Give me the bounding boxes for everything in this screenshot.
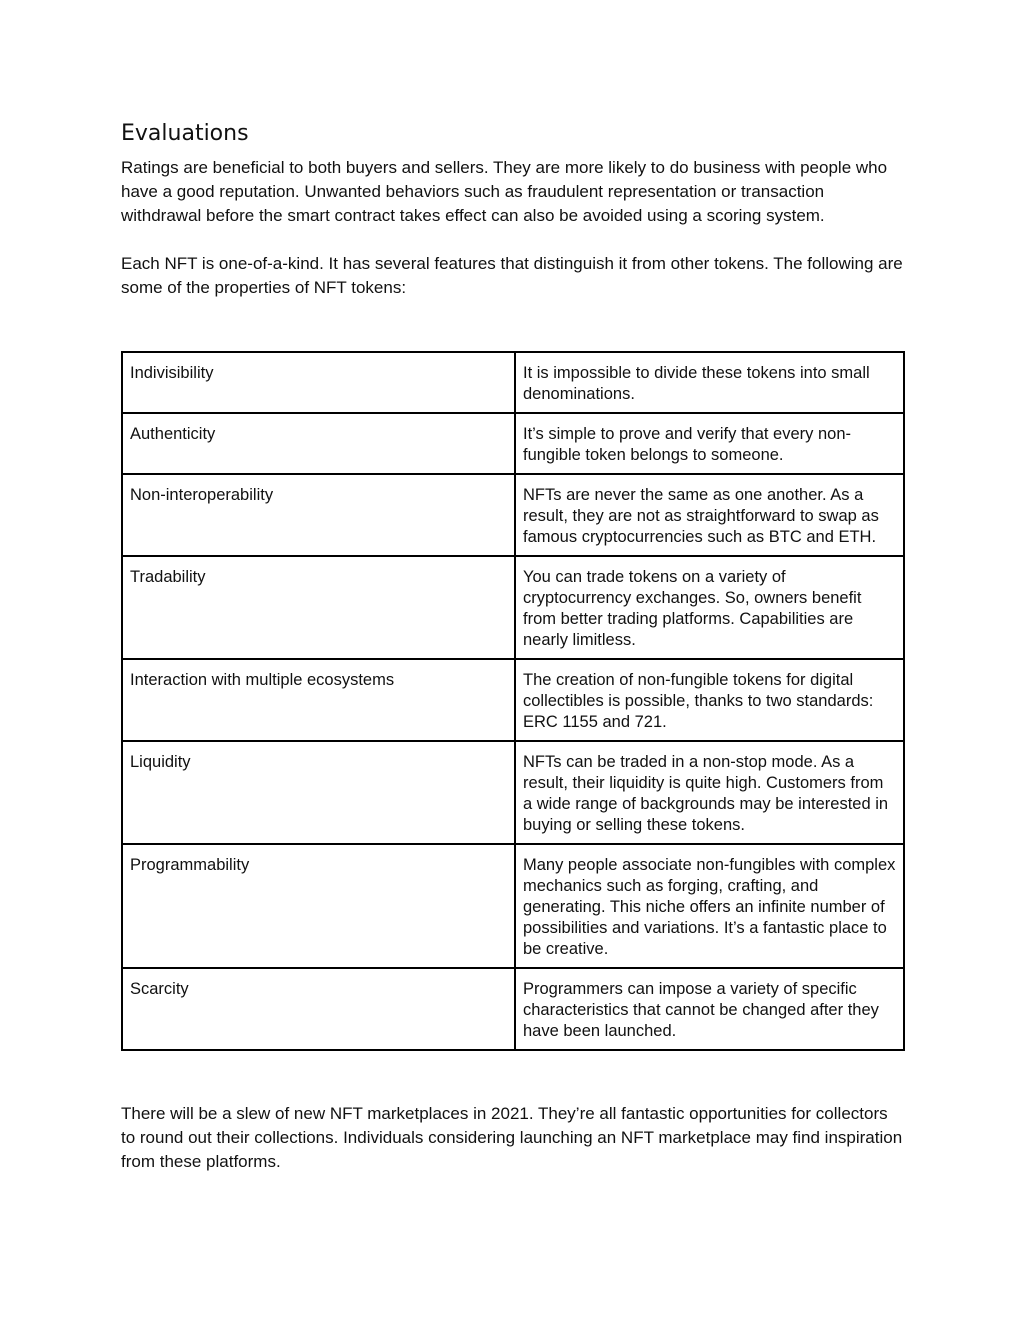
property-description-cell: The creation of non-fungible tokens for digital collectibles is possible, thanks to two standards: ERC 1155 and 721. xyxy=(515,659,904,741)
property-description-cell: You can trade tokens on a variety of cryptocurrency exchanges. So, owners benefit from better trading platforms. Capabilities are nearly limitless. xyxy=(515,556,904,659)
table-row xyxy=(122,844,904,968)
property-name-cell: Non-interoperability xyxy=(122,474,515,556)
closing-paragraph: There will be a slew of new NFT marketplaces in 2021. They’re all fantastic opportunities for collectors to round out their collections. Individuals considering launching an NFT marketplace may find inspiration from these platforms. xyxy=(121,1104,903,1171)
nft-properties-table xyxy=(121,351,905,1051)
table-row xyxy=(122,968,904,1050)
table-row xyxy=(122,474,904,556)
property-name-cell: Authenticity xyxy=(122,413,515,474)
property-name-cell: Indivisibility xyxy=(122,352,515,413)
property-name-cell: Scarcity xyxy=(122,968,515,1050)
property-name-cell: Interaction with multiple ecosystems xyxy=(122,659,515,741)
table-row xyxy=(122,556,904,659)
property-name-cell: Programmability xyxy=(122,844,515,968)
closing-spacer xyxy=(121,1051,905,1102)
table-row xyxy=(122,352,904,413)
property-name-cell: Liquidity xyxy=(122,741,515,844)
intro-paragraph-nft-properties: Each NFT is one-of-a-kind. It has several features that distinguish it from other tokens. The following are some of the properties of NFT tokens: xyxy=(121,254,903,297)
property-name-cell: Tradability xyxy=(122,556,515,659)
table-row xyxy=(122,413,904,474)
document-page xyxy=(121,118,905,1174)
property-description-cell: NFTs can be traded in a non-stop mode. As a result, their liquidity is quite high. Customers from a wide range of backgrounds may be interested in buying or selling these tokens. xyxy=(515,741,904,844)
table-row xyxy=(122,741,904,844)
property-description-cell: Many people associate non-fungibles with complex mechanics such as forging, crafting, and generating. This niche offers an infinite number of possibilities and variations. It’s a fantastic place to be creative. xyxy=(515,844,904,968)
intro-paragraph-ratings: Ratings are beneficial to both buyers and sellers. They are more likely to do business with people who have a good reputation. Unwanted behaviors such as fraudulent representation or transaction withdrawal before the smart contract takes effect can also be avoided using a scoring system. xyxy=(121,158,888,225)
table-row xyxy=(122,659,904,741)
property-description-cell: It’s simple to prove and verify that every non-fungible token belongs to someone. xyxy=(515,413,904,474)
property-description-cell: NFTs are never the same as one another. As a result, they are not as straightforward to swap as famous cryptocurrencies such as BTC and ETH. xyxy=(515,474,904,556)
section-title: Evaluations xyxy=(121,121,249,146)
property-description-cell: It is impossible to divide these tokens into small denominations. xyxy=(515,352,904,413)
paragraph-spacer xyxy=(121,228,905,252)
property-description-cell: Programmers can impose a variety of specific characteristics that cannot be changed after they have been launched. xyxy=(515,968,904,1050)
table-spacer xyxy=(121,300,905,351)
